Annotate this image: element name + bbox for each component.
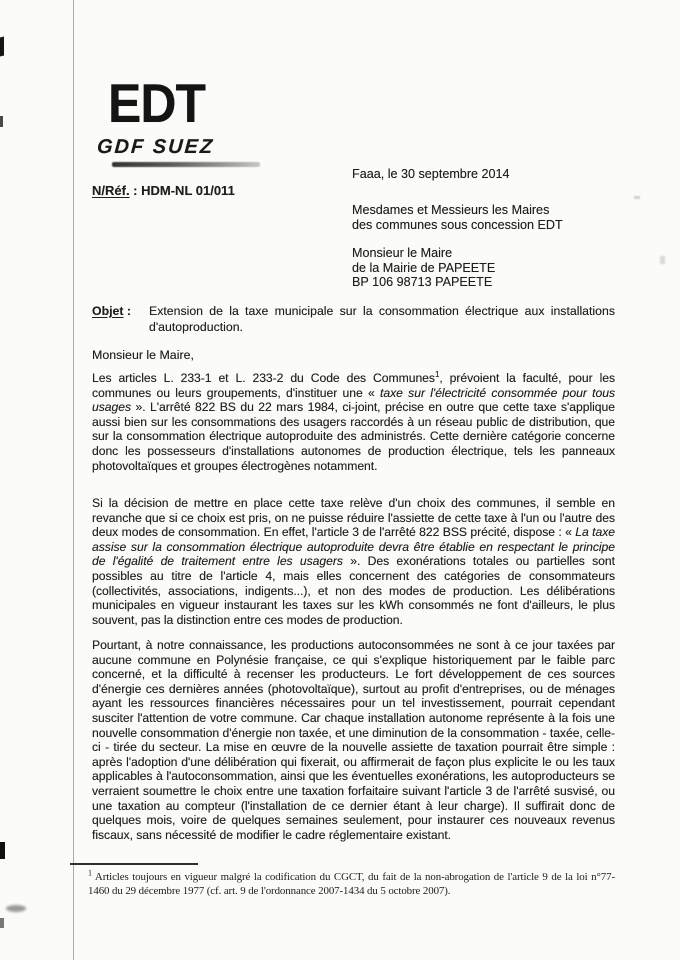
recipients-block [352,203,563,233]
addressee-line: de la Mairie de PAPEETE [352,260,496,275]
addressee-line: Monsieur le Maire [352,246,453,260]
scan-artifact [6,905,26,912]
reference-value: : HDM-NL 01/011 [129,183,235,198]
paper-speck [634,196,640,199]
footnote-separator-rule [70,863,198,865]
subject-text-line: Extension de la taxe municipale sur la consommation électrique aux installations [149,304,615,318]
edt-logo-text: EDT [108,72,205,135]
addressee-line: BP 106 98713 PAPEETE [352,275,493,289]
recipient-line: des communes sous concession EDT [352,218,563,232]
logo-underline-smudge [112,162,260,167]
salutation: Monsieur le Maire, [92,348,194,362]
scan-artifact [0,116,3,127]
scan-artifact [0,918,4,928]
subject-label: Objet : [92,304,131,318]
footnote-text: Articles toujours en vigueur malgré la codification du CGCT, du fait de la non-abrogation de l'article 9 de la loi n°77-1460 du 29 décembre 1977 (cf. art. 9 de l'ordonnance 2007-1434 du 5 octobre 2007). [88,871,615,897]
body-paragraph-2: Si la décision de mettre en place cette taxe relève d'un choix des communes, il semble en revanche que si ce choix est pris, on ne puisse réduire l'assiette de cette taxe à l'un ou l'autre des deux modes de consommation. En effet, l'article 3 de l'arrêté 822 BSS précité, dispose : « La taxe assise sur la consommation électrique autoproduite devra être établie en respectant le principe de l'égalité de traitement entre les usagers ». Des exonérations totales ou partielles sont possibles au titre de l'article 4, mais elles concernent des catégories de consommateurs (collectivités, associations, indigents...), et non des modes de production. Les délibérations municipales en vigueur instaurant les taxes sur les kWh consommés ne font d'ailleurs, le plus souvent, pas la distinction entre ces modes de production. [92,496,615,627]
reference-line [92,183,235,198]
subject-line [92,304,615,335]
scan-artifact [0,842,5,859]
gdf-suez-logo-text: GDF SUEZ [96,136,215,158]
page-fold-line [73,0,74,960]
reference-label: N/Réf. [92,183,130,198]
footnote-marker: 1 [88,868,92,878]
footnote [88,868,615,899]
body-paragraph-1: Les articles L. 233-1 et L. 233-2 du Code des Communes$^1$, prévoient la faculté, pour les communes ou leurs groupements, d'instituer une « taxe sur l'électricité consommée pour tous usages ». L'arrêté 822 BS du 22 mars 1984, ci-joint, précise en outre que cette taxe s'applique aussi bien sur les consommations des usagers raccordés à un réseau public de distribution, que sur la consommation électrique autoproduite des administrés. Cette dernière catégorie concerne donc les possesseurs d'installations autonomes de production électrique, tels les panneaux photovoltaïques et groupes électrogènes notamment. [92,369,616,473]
date-line: Faaa, le 30 septembre 2014 [352,167,510,181]
recipient-line: Mesdames et Messieurs les Maires [352,203,550,217]
paper-speck [660,256,665,264]
header-right-block [352,167,563,290]
body-paragraph-3: Pourtant, à notre connaissance, les productions autoconsommées ne sont à ce jour taxées par aucune commune en Polynésie française, ce qui s'explique historiquement par le faible parc concerné, et la difficulté à recenser les producteurs. Le fort développement de ces sources d'énergie ces dernières années (photovoltaïque), surtout au profit d'entreprises, ou de ménages ayant les ressources financières nécessaires pour un tel investissement, pourrait cependant susciter l'attention de votre commune. Car chaque installation autonome représente à la fois une nouvelle consommation d'énergie non taxée, et une diminution de la consommation - taxée, celle-ci - tirée du secteur. La mise en œuvre de la nouvelle assiette de taxation pourrait être simple : après l'adoption d'une délibération qui fixerait, ou affirmerait de façon plus explicite le ou les taux applicables à l'autoconsommation, ainsi que les éventuelles exonérations, les autoproducteurs se verraient soumettre le choix entre une taxation forfaitaire suivant l'article 3 de l'arrêté susvisé, ou une taxation au compteur (l'installation de ce dernier étant à leur charge). Il suffirait donc de quelques mois, voire de quelques semaines seulement, pour instaurer ces nouveaux revenus fiscaux, sans nécessité de modifier le cadre réglementaire existant. [92,638,615,842]
subject-text-line: d'autoproduction. [149,319,243,334]
addressee-block [352,246,563,290]
scan-artifact [0,37,4,57]
